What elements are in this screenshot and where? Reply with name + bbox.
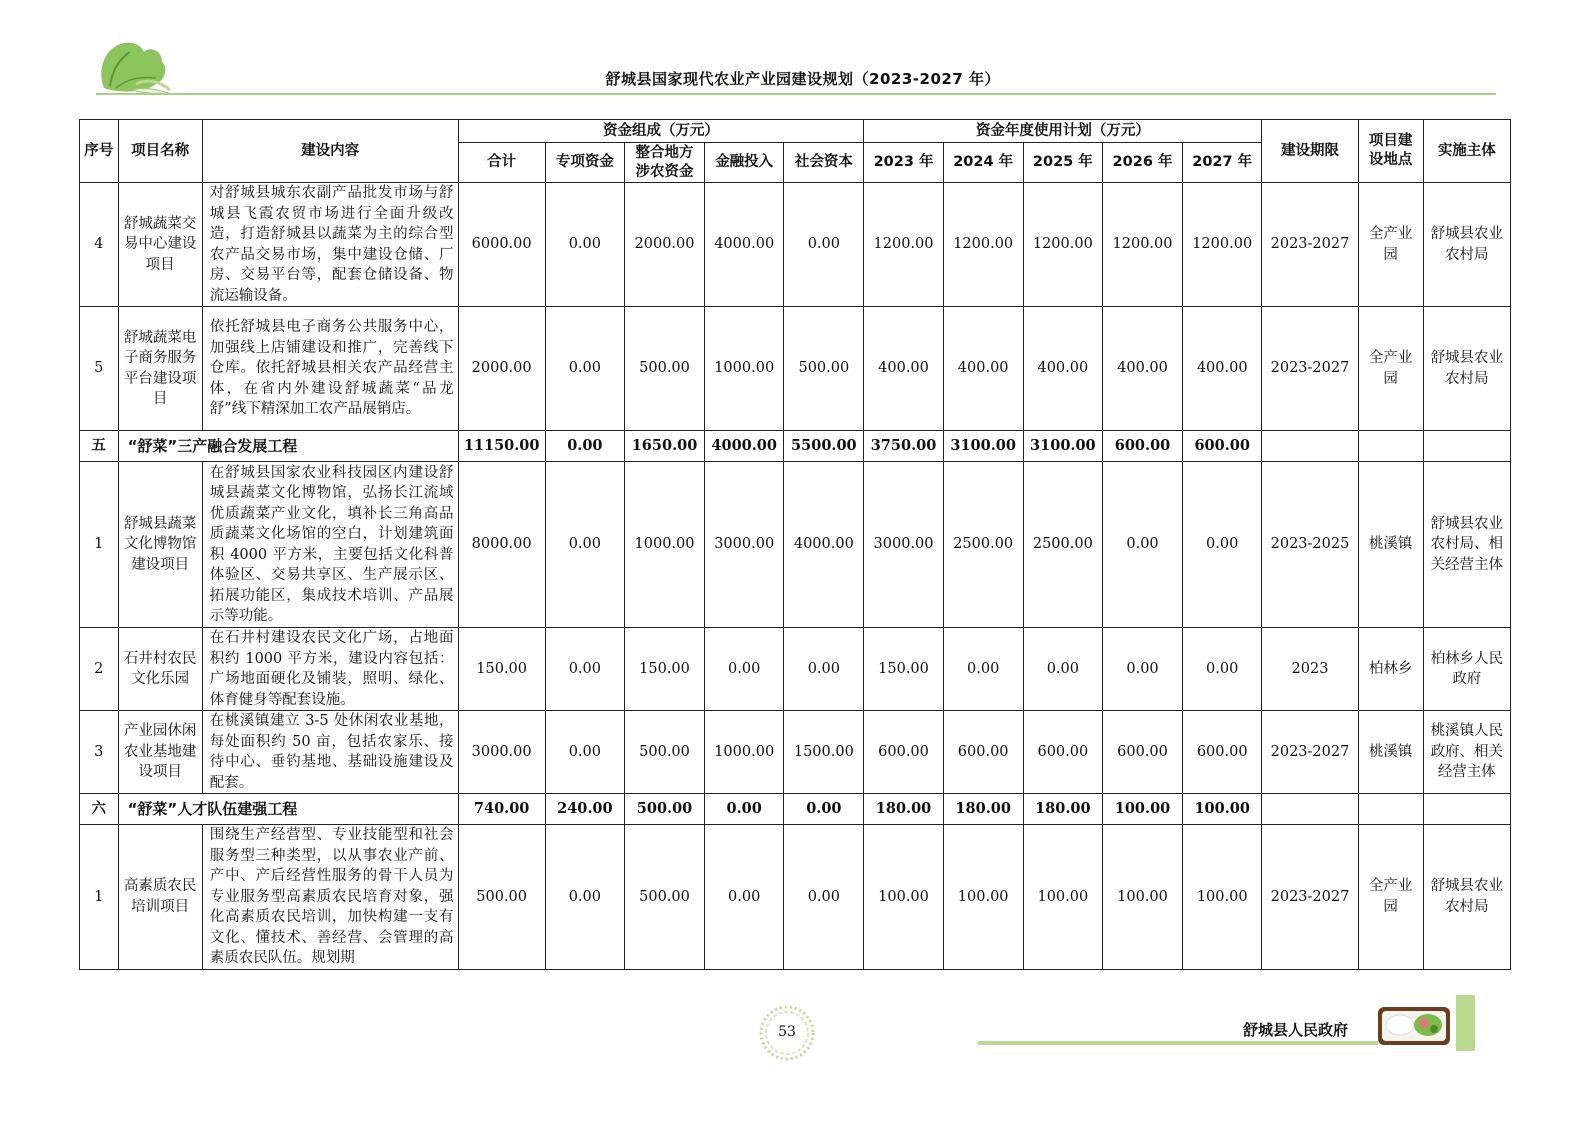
funding-cell: 0.00 (545, 431, 624, 462)
row-period: 2023-2027 (1262, 711, 1358, 794)
header-seq: 序号 (80, 120, 119, 183)
header-year: 2023 年 (864, 143, 943, 183)
plan-cell: 1200.00 (1183, 183, 1262, 307)
project-content: 在舒城县国家农业科技园区内建设舒城县蔬菜文化博物馆，弘扬长江流域优质蔬菜产业文化，填补长三角高品质蔬菜文化场馆的空白，计划建筑面积 4000 平方米，主要包括文化科普体验区、交易共享区、生产展示区、拓展功能区，集成技术培训、产品展示等功能。 (202, 462, 458, 628)
funding-cell: 0.00 (545, 307, 624, 431)
header-entity: 实施主体 (1423, 120, 1510, 183)
funding-cell: 0.00 (705, 825, 784, 970)
project-name: 高素质农民培训项目 (118, 825, 202, 970)
plan-cell: 0.00 (1183, 462, 1262, 628)
plan-cell: 100.00 (1023, 825, 1102, 970)
plan-cell: 1200.00 (943, 183, 1023, 307)
row-entity: 舒城县农业农村局、相关经营主体 (1423, 462, 1510, 628)
plan-cell: 180.00 (1023, 794, 1102, 825)
page-number-wreath-icon (757, 1003, 817, 1063)
plan-cell: 180.00 (864, 794, 943, 825)
funding-cell: 0.00 (545, 711, 624, 794)
table-row (80, 628, 1511, 711)
page-number: 53 (778, 1024, 796, 1040)
plan-cell: 600.00 (1102, 431, 1182, 462)
table-row (80, 711, 1511, 794)
row-seq: 4 (80, 183, 119, 307)
plan-cell: 400.00 (1102, 307, 1182, 431)
header-social: 社会资本 (784, 143, 864, 183)
header-total: 合计 (458, 143, 545, 183)
project-name: 舒城蔬菜交易中心建设项目 (118, 183, 202, 307)
project-name: 舒城蔬菜电子商务服务平台建设项目 (118, 307, 202, 431)
vegetable-basket-icon (1376, 1003, 1452, 1047)
row-entity (1423, 431, 1510, 462)
header-funding-group: 资金组成（万元） (458, 120, 864, 143)
funding-cell: 240.00 (545, 794, 624, 825)
plan-cell: 0.00 (943, 628, 1023, 711)
funding-cell: 0.00 (784, 628, 864, 711)
row-location: 桃溪镇 (1358, 462, 1423, 628)
plan-cell: 100.00 (864, 825, 943, 970)
funding-cell: 2000.00 (624, 183, 704, 307)
funding-cell: 500.00 (784, 307, 864, 431)
row-seq: 1 (80, 462, 119, 628)
row-seq: 2 (80, 628, 119, 711)
funding-cell: 500.00 (624, 794, 704, 825)
funding-cell: 0.00 (784, 825, 864, 970)
funding-cell: 500.00 (624, 825, 704, 970)
plan-cell: 600.00 (1102, 711, 1182, 794)
header-special: 专项资金 (545, 143, 624, 183)
row-entity: 桃溪镇人民政府、相关经营主体 (1423, 711, 1510, 794)
project-content: 在桃溪镇建立 3-5 处休闲农业基地，每处面积约 50 亩，包括农家乐、接待中心、垂钓基地、基础设施建设及配套。 (202, 711, 458, 794)
plan-cell: 0.00 (1102, 628, 1182, 711)
plan-cell: 0.00 (1183, 628, 1262, 711)
project-content: 围绕生产经营型、专业技能型和社会服务型三种类型，以从事农业产前、产中、产后经营性服务的骨干人员为专业服务型高素质农民培育对象，强化高素质农民培训，加快构建一支有文化、懂技术、善经营、会管理的高素质农民队伍。规划期 (202, 825, 458, 970)
funding-cell: 150.00 (458, 628, 545, 711)
plan-cell: 150.00 (864, 628, 943, 711)
funding-cell: 0.00 (705, 794, 784, 825)
footer-organization: 舒城县人民政府 (1243, 1021, 1349, 1039)
plan-cell: 0.00 (1102, 462, 1182, 628)
funding-cell: 0.00 (705, 628, 784, 711)
funding-cell: 1000.00 (624, 462, 704, 628)
header-content: 建设内容 (202, 120, 458, 183)
plan-cell: 100.00 (1183, 794, 1262, 825)
funding-cell: 4000.00 (784, 462, 864, 628)
section-row (80, 794, 1511, 825)
plan-cell: 600.00 (1023, 711, 1102, 794)
header-plan-group: 资金年度使用计划（万元） (864, 120, 1262, 143)
header-year: 2025 年 (1023, 143, 1102, 183)
row-period: 2023-2027 (1262, 307, 1358, 431)
row-entity: 柏林乡人民政府 (1423, 628, 1510, 711)
row-location: 全产业园 (1358, 825, 1423, 970)
funding-cell: 3000.00 (458, 711, 545, 794)
plan-cell: 3000.00 (864, 462, 943, 628)
row-location: 桃溪镇 (1358, 711, 1423, 794)
project-name: 舒城县蔬菜文化博物馆建设项目 (118, 462, 202, 628)
row-location (1358, 794, 1423, 825)
row-entity: 舒城县农业农村局 (1423, 307, 1510, 431)
funding-cell: 5500.00 (784, 431, 864, 462)
funding-cell: 2000.00 (458, 307, 545, 431)
plan-cell: 400.00 (943, 307, 1023, 431)
row-seq: 5 (80, 307, 119, 431)
row-period: 2023-2027 (1262, 183, 1358, 307)
project-content: 在石井村建设农民文化广场，占地面积约 1000 平方米，建设内容包括：广场地面硬化及铺装，照明、绿化、体育健身等配套设施。 (202, 628, 458, 711)
project-name: 石井村农民文化乐园 (118, 628, 202, 711)
header-divider (96, 93, 1496, 95)
funding-cell: 0.00 (545, 462, 624, 628)
project-content: 依托舒城县电子商务公共服务中心，加强线上店铺建设和推广，完善线下仓库。依托舒城县相关农产品经营主体，在省内外建设舒城蔬菜“品龙舒”线下精深加工农产品展销店。 (202, 307, 458, 431)
footer-divider (978, 1041, 1378, 1045)
row-entity: 舒城县农业农村局 (1423, 183, 1510, 307)
table-row (80, 825, 1511, 970)
funding-cell: 500.00 (624, 307, 704, 431)
row-seq: 六 (80, 794, 119, 825)
section-row (80, 431, 1511, 462)
funding-cell: 1650.00 (624, 431, 704, 462)
header-year: 2026 年 (1102, 143, 1182, 183)
plan-cell: 400.00 (864, 307, 943, 431)
footer-accent-bar (1456, 995, 1475, 1051)
project-content: 对舒城县城东农副产品批发市场与舒城县飞霞农贸市场进行全面升级改造，打造舒城县以蔬菜为主的综合型农产品交易市场，集中建设仓储、厂房、交易平台等，配套仓储设备、物流运输设备。 (202, 183, 458, 307)
funding-cell: 1000.00 (705, 711, 784, 794)
plan-cell: 100.00 (943, 825, 1023, 970)
row-location: 全产业园 (1358, 307, 1423, 431)
funding-cell: 11150.00 (458, 431, 545, 462)
plan-cell: 100.00 (1183, 825, 1262, 970)
funding-cell: 500.00 (458, 825, 545, 970)
header-period: 建设期限 (1262, 120, 1358, 183)
plan-cell: 400.00 (1023, 307, 1102, 431)
funding-cell: 500.00 (624, 711, 704, 794)
funding-cell: 0.00 (545, 183, 624, 307)
plan-cell: 1200.00 (1023, 183, 1102, 307)
plan-cell: 2500.00 (943, 462, 1023, 628)
funding-cell: 1500.00 (784, 711, 864, 794)
row-period: 2023-2025 (1262, 462, 1358, 628)
header-location: 项目建设地点 (1358, 120, 1423, 183)
row-period: 2023-2027 (1262, 825, 1358, 970)
plan-cell: 600.00 (1183, 431, 1262, 462)
header-integrated: 整合地方涉农资金 (624, 143, 704, 183)
row-seq: 五 (80, 431, 119, 462)
row-location: 柏林乡 (1358, 628, 1423, 711)
row-entity: 舒城县农业农村局 (1423, 825, 1510, 970)
funding-cell: 150.00 (624, 628, 704, 711)
section-name: “舒菜”人才队伍建强工程 (118, 794, 458, 825)
plan-cell: 0.00 (1023, 628, 1102, 711)
table-row (80, 183, 1511, 307)
funding-cell: 740.00 (458, 794, 545, 825)
row-seq: 3 (80, 711, 119, 794)
row-period (1262, 794, 1358, 825)
header-year: 2024 年 (943, 143, 1023, 183)
plan-cell: 600.00 (1183, 711, 1262, 794)
plan-cell: 100.00 (1102, 794, 1182, 825)
header-name: 项目名称 (118, 120, 202, 183)
table-row (80, 307, 1511, 431)
row-location: 全产业园 (1358, 183, 1423, 307)
row-period: 2023 (1262, 628, 1358, 711)
project-name: 产业园休闲农业基地建设项目 (118, 711, 202, 794)
funding-cell: 4000.00 (705, 431, 784, 462)
row-seq: 1 (80, 825, 119, 970)
plan-cell: 180.00 (943, 794, 1023, 825)
section-name: “舒菜”三产融合发展工程 (118, 431, 458, 462)
header-year: 2027 年 (1183, 143, 1262, 183)
header-finance: 金融投入 (705, 143, 784, 183)
plan-cell: 400.00 (1183, 307, 1262, 431)
funding-cell: 8000.00 (458, 462, 545, 628)
funding-cell: 0.00 (545, 825, 624, 970)
plan-cell: 3100.00 (1023, 431, 1102, 462)
row-location (1358, 431, 1423, 462)
plan-cell: 3100.00 (943, 431, 1023, 462)
plan-cell: 2500.00 (1023, 462, 1102, 628)
plan-cell: 1200.00 (864, 183, 943, 307)
budget-table (79, 119, 1511, 970)
funding-cell: 3000.00 (705, 462, 784, 628)
funding-cell: 0.00 (545, 628, 624, 711)
document-title: 舒城县国家现代农业产业园建设规划（2023-2027 年） (605, 70, 1000, 88)
plan-cell: 1200.00 (1102, 183, 1182, 307)
plan-cell: 100.00 (1102, 825, 1182, 970)
funding-cell: 6000.00 (458, 183, 545, 307)
plan-cell: 600.00 (864, 711, 943, 794)
funding-cell: 0.00 (784, 183, 864, 307)
table-row (80, 462, 1511, 628)
row-period (1262, 431, 1358, 462)
funding-cell: 0.00 (784, 794, 864, 825)
funding-cell: 1000.00 (705, 307, 784, 431)
row-entity (1423, 794, 1510, 825)
plan-cell: 3750.00 (864, 431, 943, 462)
funding-cell: 4000.00 (705, 183, 784, 307)
plan-cell: 600.00 (943, 711, 1023, 794)
